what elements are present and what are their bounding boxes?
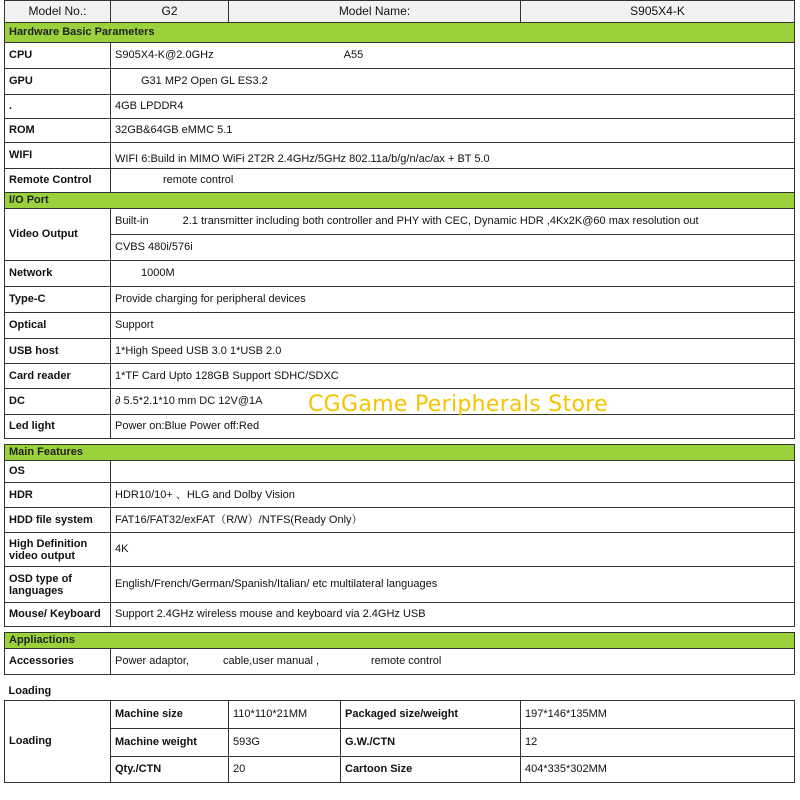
machine-weight-label: Machine weight (111, 729, 229, 757)
hdvo-value: 4K (111, 533, 795, 567)
section-hardware-title: Hardware Basic Parameters (5, 23, 795, 43)
gw-label: G.W./CTN (341, 729, 521, 757)
model-no-value: G2 (111, 1, 229, 23)
remote-value: remote control (111, 169, 795, 193)
led-value: Power on:Blue Power off:Red (111, 415, 795, 439)
qty-value: 20 (229, 757, 341, 783)
hdd-value: FAT16/FAT32/exFAT（R/W）/NTFS(Ready Only） (111, 508, 795, 533)
hdd-label: HDD file system (5, 508, 111, 533)
wifi-label: WIFI (5, 143, 111, 169)
optical-label: Optical (5, 313, 111, 339)
video-value-1 (111, 209, 795, 235)
section-io-title: I/O Port (5, 193, 795, 209)
typec-label: Type-C (5, 287, 111, 313)
video-transmitter: 2.1 transmitter including both controller and PHY with CEC, Dynamic HDR ,4Kx2K@60 max resolution out (182, 215, 699, 227)
hdr-label: HDR (5, 483, 111, 508)
os-value (111, 461, 795, 483)
row-rom (5, 119, 795, 143)
usb-value: 1*High Speed USB 3.0 1*USB 2.0 (111, 339, 795, 364)
spec-sheet (4, 0, 794, 800)
row-gpu (5, 69, 795, 95)
row-remote (5, 169, 795, 193)
network-label: Network (5, 261, 111, 287)
network-value: 1000M (111, 261, 795, 287)
row-card (5, 364, 795, 389)
gw-value: 12 (521, 729, 795, 757)
hdvo-label: High Definition video output (5, 533, 111, 567)
machine-size-value: 110*110*21MM (229, 701, 341, 729)
row-mouse (5, 603, 795, 627)
remote-label: Remote Control (5, 169, 111, 193)
video-value-2: CVBS 480i/576i (111, 235, 795, 261)
row-dc (5, 389, 795, 415)
gpu-label: GPU (5, 69, 111, 95)
ram-label: . (5, 95, 111, 119)
dc-value: ∂ 5.5*2.1*10 mm DC 12V@1A (111, 389, 795, 415)
row-hdr (5, 483, 795, 508)
row-optical (5, 313, 795, 339)
row-loading-2 (5, 729, 795, 757)
carton-value: 404*335*302MM (521, 757, 795, 783)
dc-label: DC (5, 389, 111, 415)
cpu-value-core: A55 (343, 49, 364, 61)
section-io (5, 193, 795, 209)
row-ram (5, 95, 795, 119)
led-label: Led light (5, 415, 111, 439)
mouse-value: Support 2.4GHz wireless mouse and keyboard via 2.4GHz USB (111, 603, 795, 627)
osd-value: English/French/German/Spanish/Italian/ etc multilateral languages (111, 567, 795, 603)
row-loading-3 (5, 757, 795, 783)
row-loading-1 (5, 701, 795, 729)
model-name-value: S905X4-K (521, 1, 795, 23)
machine-weight-value: 593G (229, 729, 341, 757)
osd-label: OSD type of languages (5, 567, 111, 603)
section-applications-title: Appliactions (5, 633, 795, 649)
row-typec (5, 287, 795, 313)
wifi-value: WIFI 6:Build in MIMO WiFi 2T2R 2.4GHz/5GHz 802.11a/b/g/n/ac/ax + BT 5.0 (111, 143, 795, 169)
cpu-value (111, 43, 795, 69)
row-hdd (5, 508, 795, 533)
section-applications (5, 633, 795, 649)
accessories-value (111, 649, 795, 675)
video-builtin: Built-in (115, 215, 149, 227)
row-wifi (5, 143, 795, 169)
packaged-value: 197*146*135MM (521, 701, 795, 729)
section-features-title: Main Features (5, 445, 795, 461)
model-no-label: Model No.: (5, 1, 111, 23)
section-loading-title: Loading (5, 675, 795, 701)
mouse-label: Mouse/ Keyboard (5, 603, 111, 627)
cpu-label: CPU (5, 43, 111, 69)
machine-size-label: Machine size (111, 701, 229, 729)
typec-value: Provide charging for peripheral devices (111, 287, 795, 313)
section-hardware (5, 23, 795, 43)
packaged-label: Packaged size/weight (341, 701, 521, 729)
carton-label: Cartoon Size (341, 757, 521, 783)
rom-label: ROM (5, 119, 111, 143)
os-label: OS (5, 461, 111, 483)
card-value: 1*TF Card Upto 128GB Support SDHC/SDXC (111, 364, 795, 389)
section-loading (5, 675, 795, 701)
row-video-2 (5, 235, 795, 261)
section-features (5, 445, 795, 461)
row-cpu (5, 43, 795, 69)
card-label: Card reader (5, 364, 111, 389)
model-name-label: Model Name: (229, 1, 521, 23)
header-row (5, 1, 795, 23)
acc-remote: remote control (371, 655, 442, 667)
gpu-value: G31 MP2 Open GL ES3.2 (111, 69, 795, 95)
hdr-value: HDR10/10+ 、HLG and Dolby Vision (111, 483, 795, 508)
row-hdvo (5, 533, 795, 567)
row-osd (5, 567, 795, 603)
rom-value: 32GB&64GB eMMC 5.1 (111, 119, 795, 143)
row-os (5, 461, 795, 483)
row-usb (5, 339, 795, 364)
row-accessories (5, 649, 795, 675)
acc-cable: cable,user manual , (223, 655, 319, 667)
accessories-label: Accessories (5, 649, 111, 675)
qty-label: Qty./CTN (111, 757, 229, 783)
ram-value: 4GB LPDDR4 (111, 95, 795, 119)
loading-label: Loading (5, 701, 111, 783)
row-led (5, 415, 795, 439)
cpu-value-main: S905X4-K@2.0GHz (115, 49, 214, 61)
video-label: Video Output (5, 209, 111, 261)
row-network (5, 261, 795, 287)
store-watermark: CGGame Peripherals Store (308, 392, 608, 417)
acc-adaptor: Power adaptor, (115, 655, 189, 667)
usb-label: USB host (5, 339, 111, 364)
spec-table (4, 0, 795, 783)
optical-value: Support (111, 313, 795, 339)
row-video-1 (5, 209, 795, 235)
